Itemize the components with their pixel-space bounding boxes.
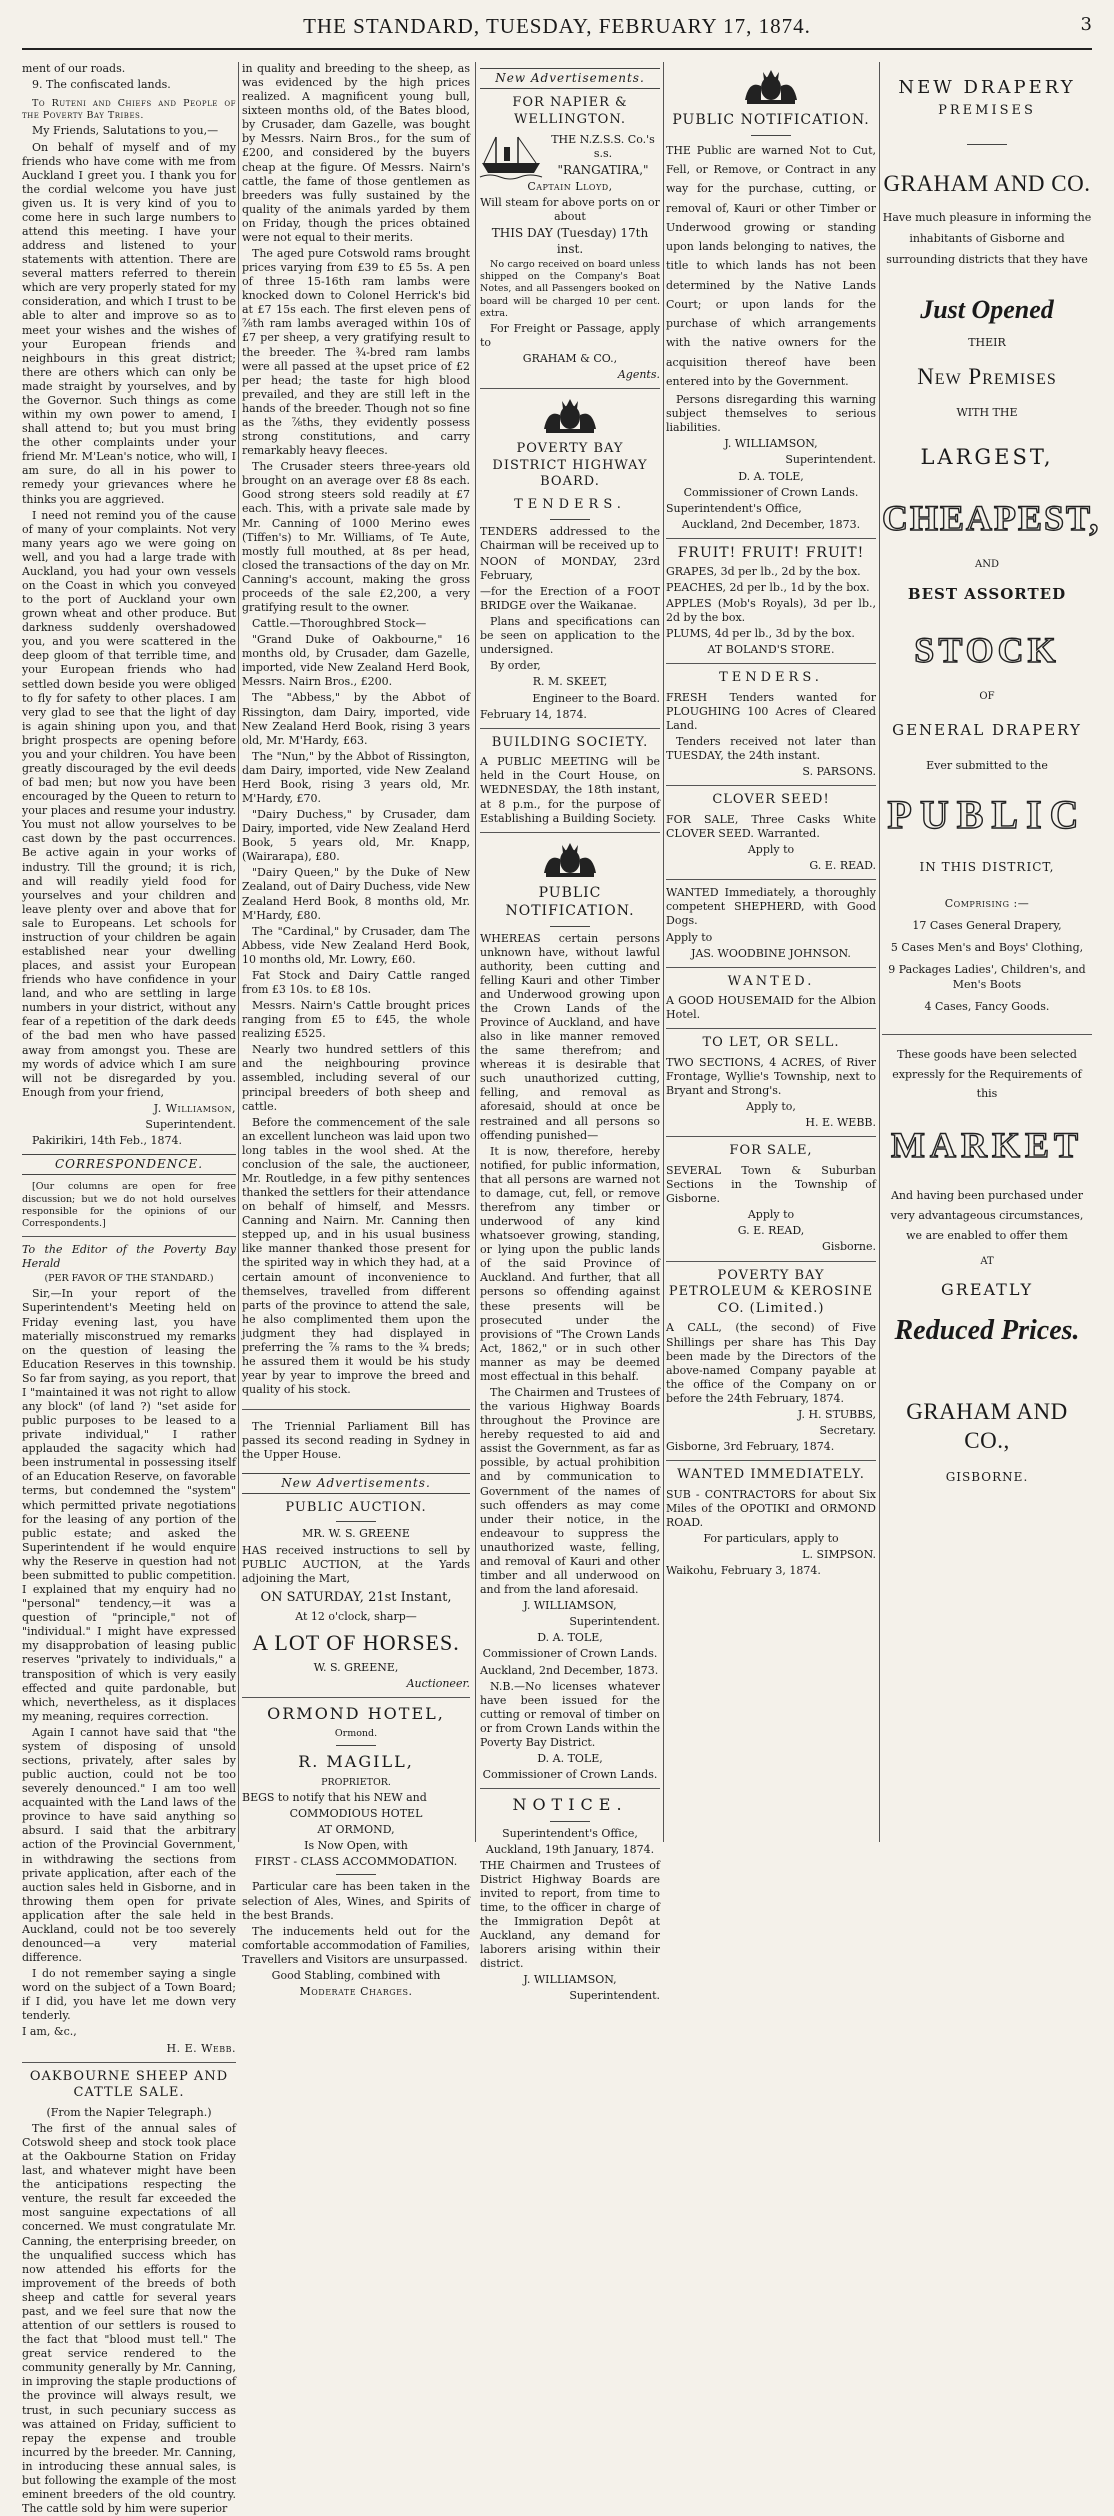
article-paragraph: "Dairy Queen," by the Duke of New Zealand, out of Dairy Duchess, vide New Zealand Herd Book, 8 months old, Mr. M'Hardy, £80. [242,866,470,922]
selected-text: These goods have been selected expressly for the Requirements of this [892,1047,1082,1101]
building-society-heading: BUILDING SOCIETY. [491,734,649,750]
steamer-apply: For Freight or Passage, apply to [480,321,660,349]
divider [242,1409,470,1410]
letter-paragraph: Sir,—In your report of the Superintendent's Meeting held on Friday evening last, you have materially misconstrued my remarks on the question of leasing the Education Reserves in this township. So far from saying, as you report, that I "maintained it was not right to allow any block" (of land ?) "set aside for public purposes to be leased to a private individual," I rather applauded the sagacity which had been instrumental in possessing itself of an Education Reserve, on favorable terms, but condemned the "system" which permitted private negotiations for the leasing of any portion of the public estate; and asked the Superintendent if he would enquire why the Reserve in question had not been submitted to public competition. I explained that my enquiry had no "personal" tendency,—it was a question of "principle," not of "individual." I might have expressed my disapprobation of leasing public reserves "privately to individuals," a transposition of which is very easily effected and quite pardonable, but which, nevertheless, as it displaces my meaning, requires correction. [22,1287,236,1723]
signoff: J. Williamson, [153,1101,236,1115]
fruit-item: GRAPES, 3d per lb., 2d by the box. [666,564,861,578]
divider [480,388,660,389]
petroleum-signature: J. H. STUBBS, [797,1407,876,1421]
letter-favor: (PER FAVOR OF THE STANDARD.) [44,1273,214,1285]
place-date: Pakirikiri, 14th Feb., 1874. [32,1134,182,1148]
wanted-immediately-signature: L. SIMPSON. [802,1548,876,1562]
steamer-note: No cargo received on board unless shipped on the Company's Boat Notes, and all Passengers booked on board will be charged 10 per cent. extra. [480,259,660,319]
agenda-item: 9. The confiscated lands. [32,78,171,92]
correspondence-heading: CORRESPONDENCE. [22,1154,236,1175]
divider [336,1521,376,1522]
article-paragraph: The aged pure Cotswold rams brought prices varying from £39 to £5 5s. A pen of three 15-16th ram lambs were knocked down to Colonel Herrick's bid at £7 15s each. The first eleven pens of ⅞th ram lambs averaged within 10s of £7 per sheep, a very gratifying result to the breeder. The ¾-bred ram lambs were all passed at the upset price of £2 per head; the taste for high blood prevailed, and they are still left in the hands of the breeder. Though not so fine as the ⅞ths, they evidently possess strong constitutions, and carry remarkably heavy fleeces. [242,247,470,458]
for-sale-apply: Apply to [747,1208,795,1222]
divider [550,519,590,520]
notification-paragraph: It is now, therefore, hereby notified, for public information, that all persons are warned not to damage, cut, fell, or remove therefrom any timber or underwood of any kind whatsoever growing, standing, or lying upon the public lands of the said Province of Auckland. And further, that all persons so offending against these presents will be prosecuted under the provisions of "The Crown Lands Act, 1862," or in such other manner as may be deemed most effectual in this behalf. [480,1144,660,1383]
article-paragraph: "Grand Duke of Oakbourne," 16 months old, by Crusader, dam Gazelle, imported, vide New Zealand Herd Book, Messrs. Nairn Bros., £200. [242,633,470,689]
firm-name-footer: GRAHAM AND CO., [906,1398,1068,1454]
to-let-text: TWO SECTIONS, 4 ACRES, of River Frontage, Wyllie's Township, next to Bryant and Strong's. [666,1056,876,1098]
petroleum-heading: POVERTY BAY PETROLEUM & KEROSINE CO. (Limited.) [668,1267,874,1316]
fruit-heading: FRUIT! FRUIT! FRUIT! [677,544,865,561]
hotel-paragraph: Particular care has been taken in the selection of Ales, Wines, and Spirits of the best Brands. [242,1880,470,1922]
divider [550,1821,590,1822]
article-paragraph: The "Abbess," by the Abbot of Rissington, dam Dairy, imported, vide New Zealand Herd Book, rising 3 years old, Mr. M'Hardy, £63. [242,691,470,747]
letter-signature: H. E. Webb. [166,2041,236,2055]
greatly: GREATLY [940,1280,1034,1300]
general-drapery: GENERAL DRAPERY [892,721,1082,740]
with-the: WITH THE [956,405,1018,419]
for-sale-heading: FOR SALE, [729,1143,813,1159]
notification-text: THE Public are warned Not to Cut, Fell, or Remove, or Contract in any way for the purchase, cutting, or removal of, Kauri or other Timber or Underwood growing or standing upon lands belonging to natives, the title to which lands has not been determined by the Native Lands Court; or upon lands for the purchase of which arrangements with the native owners for the acquisition thereof have been entered into by the Government. [666,143,876,388]
column-4 [666,62,876,1842]
napier-heading: FOR NAPIER & WELLINGTON. [512,95,628,127]
signoff-title: Superintendent. [145,1117,236,1131]
divider [666,785,876,786]
divider [751,135,791,136]
tenders-text: Tenders received not later than TUESDAY, the 24th instant. [666,735,876,763]
drapery-line: PREMISES [938,103,1036,119]
steamer-agent-title: Agents. [617,368,660,382]
fruit-store: AT BOLAND'S STORE. [707,643,835,657]
notification-office: Superintendent's Office, [666,501,802,515]
divider [666,1028,876,1029]
steamer-agent: GRAHAM & CO., [522,352,618,366]
steamer-company: THE N.Z.S.S. Co.'s s.s. [551,132,655,160]
oakbourne-paragraph: The first of the annual sales of Cotswold sheep and stock took place at the Oakbourne Station on Friday last, and whatever might have been the anticipations respecting the venture, the result far exceeded the most sanguine expectations of all concerned. We must congratulate Mr. Canning, the enterprising breeder, on the unqualified success which has now attended his efforts for the improvement of the breeds of both sheep and cattle for several years past, and we feel sure that now the attention of our settlers is roused to the fact that "blood must tell." The great service rendered to the community generally by Mr. Canning, in improving the staple productions of the province will always result, we trust, in such pecuniary success as was attained on Friday, sufficient to repay the expense and trouble incurred by the breeder. Mr. Canning, in introducing these annual sales, is but following the example of the most eminent breeders of the old country. The cattle sold by him were superior [22,2121,236,2516]
tender-plans: Plans and specifications can be seen on application to the undersigned. [480,615,660,657]
steamer-date: THIS DAY (Tuesday) 17th inst. [491,226,649,256]
auction-lot: A LOT OF HORSES. [252,1629,460,1655]
tender-signature-title: Engineer to the Board. [532,691,660,705]
column-1 [22,62,236,2516]
divider [967,144,1007,145]
letter-paragraph: Again I cannot have said that "the system of disposing of unsold sections, privately, after sales by public auction, could not be too severely denounced." I am too well acquainted with the Land laws of the province to have said anything so absurd. I said that the arbitrary action of the Provincial Government, in withdrawing the sections from private application, after each of the auction sales held in Gisborne, and in throwing them open for private application after the sale held in Auckland, could not be too severely denounced—a very material difference. [22,1725,236,1965]
hotel-paragraph: The inducements held out for the comfortable accommodation of Families, Travellers and Visitors are unsurpassed. [242,1924,470,1966]
purchased-text: And having been purchased under very advantageous circumstances, we are enabled to offer them [890,1189,1084,1242]
hotel-text: BEGS to notify that his NEW and [242,1791,427,1805]
fruit-item: PLUMS, 4d per lb., 3d by the box. [666,627,855,641]
divider [666,879,876,880]
notification-paragraph: Persons disregarding this warning subject themselves to serious liabilities. [666,393,876,435]
divider [666,1136,876,1137]
petroleum-signature-title: Secretary. [819,1423,876,1437]
column-5 [882,62,1101,1842]
article-paragraph: The "Cardinal," by Crusader, dam The Abbess, vide New Zealand Herd Book, 10 months old, Mr. Lowry, £60. [242,924,470,966]
public: PUBLIC [887,791,1087,837]
wanted-immediately-date: Waikohu, February 3, 1874. [666,1564,821,1578]
tenders-text: FRESH Tenders wanted for PLOUGHING 100 Acres of Cleared Land. [666,690,876,733]
auction-text: HAS received instructions to sell by PUBLIC AUCTION, at the Yards adjoining the Mart, [242,1543,470,1585]
highway-board-heading: POVERTY BAY DISTRICT HIGHWAY BOARD. [492,441,648,490]
divider [22,2062,236,2063]
masthead-rule [22,48,1092,50]
petroleum-date: Gisborne, 3rd February, 1874. [666,1440,835,1454]
letter-to: To the Editor of the Poverty Bay Herald [22,1243,236,1271]
notice-text: THE Chairmen and Trustees of District Highway Boards are invited to report, from time to time, to the officer in charge of the Immigration Depôt at Auckland, any demand for laborers arising within their district. [480,1858,660,1971]
divider [480,728,660,729]
article-paragraph: in quality and breeding to the sheep, as was evidenced by the high prices realized. A magnificent young bull, sixteen months old, of the Bates blood, by Crusader, dam Gazelle, was bought by Messrs. Nairn Bros., for the sum of £200, and considered by the buyers cheap at the figure. Of Messrs. Nairn's cattle, the fame of those gentlemen as breeders was fully sustained by the quality of the animals yarded by them on Friday, though the prices obtained were not equal to their merits. [242,62,470,244]
hotel-owner: R. MAGILL, [298,1752,414,1772]
triennial-news: The Triennial Parliament Bill has passed its second reading in Sydney in the Upper House. [242,1420,470,1462]
to-let-heading: TO LET, OR SELL. [702,1035,840,1051]
wanted-apply: Apply to [666,930,713,944]
tender-signature: R. M. SKEET, [532,675,608,689]
royal-crest-icon [540,395,600,435]
auction-signature-title: Auctioneer. [406,1676,470,1690]
new-premises: New Premises [917,364,1057,390]
fruit-item: PEACHES, 2d per lb., 1d by the box. [666,580,870,594]
divider [480,1788,660,1789]
notification-signature-title: Superintendent. [569,1615,660,1629]
tender-noon: NOON of MONDAY, 23rd February, [480,554,660,582]
and: AND [975,558,999,570]
tender-date: February 14, 1874. [480,707,587,721]
to-let-signature: H. E. WEBB. [805,1116,876,1130]
ever-submitted: Ever submitted to the [926,758,1048,772]
column-rule [238,62,239,1842]
intro-text: Have much pleasure in informing the inhabitants of Gisborne and surrounding districts that they have [882,211,1092,266]
best-assorted: BEST ASSORTED [907,585,1067,604]
notification-date: Auckland, 2nd December, 1873. [681,517,861,531]
wanted-signature: JAS. WOODBINE JOHNSON. [691,946,851,960]
article-paragraph: "Dairy Duchess," by Crusader, dam Dairy, imported, vide New Zealand Herd Book, 5 years old, Mr. Knapp, (Wairarapa), £80. [242,808,470,864]
stock-item: 5 Cases Men's and Boys' Clothing, [890,941,1084,955]
address-paragraph: On behalf of myself and of my friends who have come with me from Auckland I greet you. I thank you for the cordial welcome you have just given us. It is very kind of you to come here in such large numbers to attend this meeting. I have your address and listened to your statements with attention. There are several matters referred to therein which are very properly stated for my consideration, and which I trust to be able to alter and improve so as to meet your wishes and the wishes of your European friends and neighbours in this great district; there are others which can only be made straight by yourselves, and by the Governor. Such things as come within my own power to amend, I shall attend to; but you must bring the other complaints under your friend Mr. M'Lean's notice, who will, I am sure, do all in his power to remedy your grievances where he thinks you are aggrieved. [22,140,236,506]
divider [666,1460,876,1461]
notification-signature: J. WILLIAMSON, [724,437,818,451]
hotel-line: COMMODIOUS HOTEL [289,1807,423,1821]
royal-crest-icon [540,839,600,879]
hotel-line: Is Now Open, with [304,1839,408,1853]
wanted-immediately-apply: For particulars, apply to [703,1531,839,1545]
divider [550,926,590,927]
divider [336,1874,376,1875]
letter-close: I am, &c., [22,2025,77,2039]
notification-signature: D. A. TOLE, [738,469,804,483]
article-paragraph: The "Nun," by the Abbot of Rissington, dam Dairy, imported, vide New Zealand Herd Book, rising 3 years old, Mr. M'Hardy, £70. [242,749,470,805]
of: OF [979,690,995,702]
column-rule [475,62,476,1842]
salutation: My Friends, Salutations to you,— [32,124,219,138]
notification-date: Auckland, 2nd December, 1873. [480,1663,659,1677]
notice-signature: J. WILLIAMSON, [523,1973,617,1987]
masthead [0,0,1114,60]
steamer-text: Will steam for above ports on or about [480,196,660,224]
wanted-immediately-heading: WANTED IMMEDIATELY. [677,1467,865,1483]
notification-signature-title: Commissioner of Crown Lands. [482,1647,658,1661]
tender-for: —for the Erection of a FOOT BRIDGE over the Waikanae. [480,584,660,613]
stock-item: 17 Cases General Drapery, [912,919,1062,933]
clover-apply: Apply to [747,843,795,857]
reduced-prices: Reduced Prices. [894,1314,1080,1346]
wanted-text: WANTED Immediately, a thoroughly competent SHEPHERD, with Good Dogs. [666,886,876,928]
in-this-district: IN THIS DISTRICT, [919,859,1055,874]
clover-heading: CLOVER SEED! [712,792,830,808]
divider [336,1745,376,1746]
wanted-text: A GOOD HOUSEMAID for the Albion Hotel. [666,994,876,1022]
divider [666,538,876,539]
firm-name: GRAHAM AND CO. [883,170,1091,196]
auction-time: At 12 o'clock, sharp— [295,1610,417,1624]
address-heading: To Ruteni and Chiefs and People of the Poverty Bay Tribes. [22,98,236,122]
notification-paragraph: WHEREAS certain persons unknown have, without lawful authority, been cutting and felling Kauri and other Timber and Underwood growing upon the Crown Lands of the Province of Auckland, and have also in like manner removed the same therefrom; and whereas it is desirable that such unauthorized cutting, felling, and removal as aforesaid, should at once be restrained and all persons so offending punished— [480,931,660,1142]
notification-signature-title: Commissioner of Crown Lands. [482,1768,658,1782]
oakbourne-source: (From the Napier Telegraph.) [46,2105,212,2119]
notice-heading: NOTICE. [512,1795,628,1815]
new-ads-heading: New Advertisements. [242,1473,470,1494]
cheapest: CHEAPEST, [882,497,1101,538]
wanted-immediately-text: SUB - CONTRACTORS for about Six Miles of the OPOTIKI and ORMOND ROAD. [666,1487,876,1529]
tender-text: TENDERS addressed to the Chairman will be received up to [480,524,660,552]
article-paragraph: Cattle.—Thoroughbred Stock— [252,617,427,631]
hotel-heading: ORMOND HOTEL, [267,1703,445,1723]
fruit-item: APPLES (Mob's Royals), 3d per lb., 2d by the box. [666,596,876,624]
tenders-heading: TENDERS. [514,497,626,513]
largest: LARGEST, [920,444,1054,469]
building-text: A PUBLIC MEETING will be held in the Court House, on WEDNESDAY, the 18th instant, at 8 p.m., for the purpose of Establishing a Building Society. [480,755,660,825]
notice-signature-title: Superintendent. [569,1989,660,2003]
agenda-item: ment of our roads. [22,62,126,75]
public-notification-heading: PUBLIC NOTIFICATION. [672,112,870,128]
at: AT [980,1255,994,1267]
notification-nb: N.B.—No licenses whatever have been issued for the cutting or removal of timber on or from Crown Lands within the Poverty Bay District. [480,1679,660,1749]
page-number: 3 [1080,14,1092,35]
article-paragraph: Fat Stock and Dairy Cattle ranged from £3 10s. to £8 10s. [242,968,470,996]
notification-paragraph: The Chairmen and Trustees of the various Highway Boards throughout the Province are hereby requested to aid and assist the Government, as far as possible, by actual prohibition and by communication to Government of the names of such offenders as may come under their notice, in the endeavour to suppress the unauthorized waste, felling, and removal of Kauri and other timber and all underwood on and from the land aforesaid. [480,1386,660,1597]
article-paragraph: Before the commencement of the sale an excellent luncheon was laid upon two long tables in the wool shed. At the conclusion of the sale, the auctioneer, Mr. Routledge, in a few pithy sentences thanked the settlers for their attendance on behalf of himself, and Messrs. Canning and Nairn. Mr. Canning then stepped up, and in his usual business like manner thanked those present for the spirited way in which they had, at a certain amount of inconvenience to themselves, travelled from different parts of the province to attend the sale, he also complimented them upon the judgment they had displayed in preferring the ⅞ rams to the ¾ breds; he assured them it would be his study year by year to improve the breed and quality of his stock. [242,1115,470,1397]
column-rule [879,62,880,1842]
petroleum-text: A CALL, (the second) of Five Shillings per share has This Day been made by the Directors of the above-named Company payable at the office of the Company on or before the 24th February, 1874. [666,1321,876,1405]
tenders-heading: TENDERS. [719,670,823,686]
just-opened: Just Opened [920,294,1054,324]
tenders-signature: S. PARSONS. [802,765,876,779]
their: THEIR [968,336,1006,350]
notification-signature-title: Superintendent. [785,453,876,467]
divider [480,832,660,833]
auction-signature: W. S. GREENE, [313,1660,399,1674]
divider [666,1261,876,1262]
hotel-place: Ormond. [334,1728,378,1740]
to-let-apply: Apply to, [746,1100,796,1114]
divider [22,1236,236,1237]
public-notification-heading: PUBLIC NOTIFICATION. [505,884,635,919]
royal-crest-icon [741,66,801,106]
for-sale-signature: G. E. READ, [737,1224,805,1238]
steamship-icon [480,133,542,179]
address-paragraph: I need not remind you of the cause of many of your complaints. Not very many years ago we were going on well, and you had a large trade with Auckland, you had your own vessels on the Coast in which you conveyed to the port of Auckland your own grown wheat and other produce. But darkness suddenly overshadowed you, and you were scattered in the deep gloom of that terrible time, and your European friends who had settled down beside you were obliged to fly for safety to other places. I am very glad to see that the light of day is again shining upon you, and that bright prospects are opening before you and your children. You have been greatly discouraged by the evil deeds of bad men; but now you have been encouraged by the Queen to return to your places and resume your industry. You must not allow yourselves to be cast down by the past occurrences. Be active again in your works of industry. Till the ground; it is rich, and will readily yield food for yourselves and your children and leave plenty over and above that for sale to Europeans. Let schools for instruction of your children be again established near your dwelling places, and assist your European friends who have confidence in your land, and who are settling in large numbers in your district, without any fear of a repetition of the dark deeds of the bad men who have passed away from amongst you. These are my words of advice which I am sure will not be disregarded by you. Enough from your friend, [22,508,236,1099]
tender-order: By order, [490,659,541,673]
auction-date: ON SATURDAY, 21st Instant, [260,1589,452,1605]
notice-office: Superintendent's Office, [502,1826,638,1840]
column-rule [663,62,664,1842]
stock-item: 4 Cases, Fancy Goods. [924,999,1050,1013]
newspaper-title: THE STANDARD, TUESDAY, FEBRUARY 17, 1874. [303,14,811,38]
hotel-stabling: Good Stabling, combined with [271,1968,441,1982]
for-sale-signature-title: Gisborne. [822,1240,876,1254]
notification-signature-title: Commissioner of Crown Lands. [683,485,859,499]
disclaimer: [Our columns are open for free discussion; but we do not hold ourselves responsible for the opinions of our Correspondents.] [22,1181,236,1229]
hotel-line: AT ORMOND, [317,1823,395,1837]
auctioneer-name: MR. W. S. GREENE [302,1527,410,1541]
auction-heading: PUBLIC AUCTION. [285,1499,427,1515]
divider [666,967,876,968]
steamer-name: "RANGATIRA," [557,162,649,177]
new-ads-heading: New Advertisements. [480,68,660,89]
notification-signature: J. WILLIAMSON, [523,1599,617,1613]
notice-date: Auckland, 19th January, 1874. [485,1842,655,1856]
captain: Captain Lloyd, [527,180,613,194]
article-paragraph: The Crusader steers three-years old brought on an average over £8 8s each. Good strong steers sold readily at £7 each. This, with a private sale made by Mr. Canning of 1000 Merino ewes (Tiffen's) to Mr. Williams, of Te Aute, mostly full mouthed, at 8s per head, closed the transactions of the day on Mr. Canning's account, making the gross proceeds of the sale £2,200, a very gratifying result to the owner. [242,460,471,614]
notification-signature: D. A. TOLE, [537,1751,603,1765]
divider [666,663,876,664]
hotel-owner-title: PROPRIETOR. [321,1776,391,1788]
for-sale-text: SEVERAL Town & Suburban Sections in the Township of Gisborne. [666,1164,876,1206]
column-3 [480,62,660,2003]
stock: STOCK [914,629,1060,670]
market: MARKET [891,1125,1083,1166]
drapery-line: NEW DRAPERY [898,77,1076,98]
column-2 [242,62,471,1998]
notification-signature: D. A. TOLE, [537,1631,603,1645]
gisborne: GISBORNE. [945,1469,1029,1484]
hotel-line: FIRST - CLASS ACCOMMODATION. [254,1855,458,1869]
comprising: Comprising :— [944,897,1030,911]
hotel-charges: Moderate Charges. [299,1985,413,1998]
article-paragraph: Nearly two hundred settlers of this and the neighbouring province assembled, including several of our principal breeders of both sheep and cattle. [242,1043,470,1113]
article-paragraph: Messrs. Nairn's Cattle brought prices ranging from £5 to £45, the whole realizing £525. [242,999,470,1041]
letter-paragraph: I do not remember saying a single word on the subject of a Town Board; if I did, you have let me down very tenderly. [22,1967,236,2023]
clover-signature: G. E. READ. [809,859,876,873]
stock-item: 9 Packages Ladies', Children's, and Men's Boots [888,963,1086,991]
oakbourne-heading: OAKBOURNE SHEEP AND CATTLE SALE. [29,2068,229,2101]
clover-text: FOR SALE, Three Casks White CLOVER SEED. Warranted. [666,812,876,841]
divider [882,1034,1092,1035]
wanted-heading: WANTED. [727,973,815,989]
divider [242,1697,470,1698]
